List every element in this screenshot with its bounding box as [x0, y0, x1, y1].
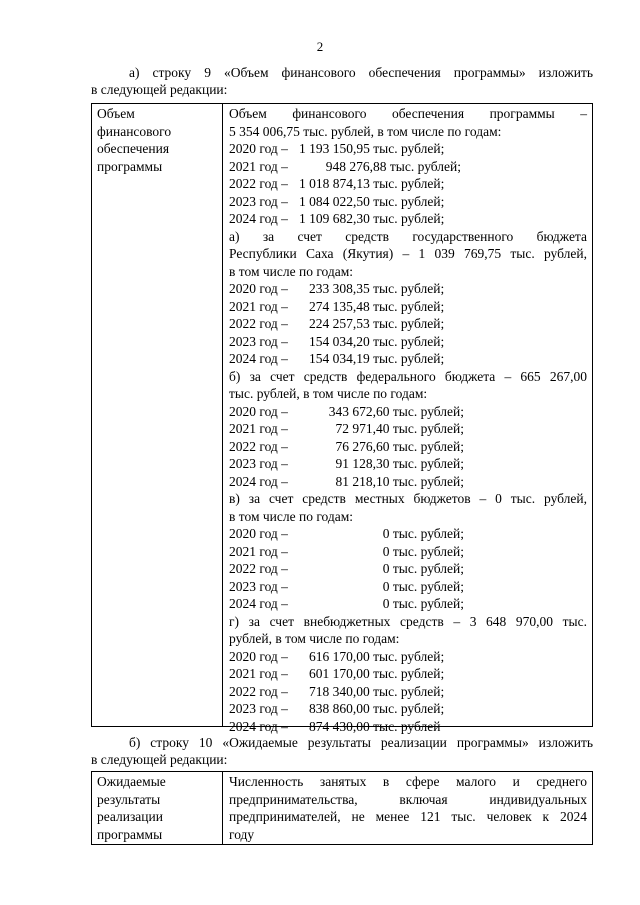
year-row: 2020 год – 616 170,00 тыс. рублей;: [229, 648, 445, 664]
label-line: обеспечения: [97, 141, 170, 156]
year-row: 2022 год – 718 340,00 тыс. рублей;: [229, 683, 445, 699]
paragraph-a-line1: а) строку 9 «Объем финансового обеспечения программы» изложить: [129, 65, 593, 80]
financing-table-label-cell: [92, 104, 223, 726]
year-row: 2021 год – 948 276,88 тыс. рублей;: [229, 158, 461, 174]
year-row: 2022 год – 76 276,60 тыс. рублей;: [229, 438, 464, 454]
label-line: программы: [97, 826, 163, 842]
year-row: 2023 год – 838 860,00 тыс. рублей;: [229, 701, 445, 716]
results-table-label-cell: [92, 772, 223, 844]
year-row: 2024 год – 874 430,00 тыс. рублей: [229, 718, 441, 734]
year-row: 2023 год – 0 тыс. рублей;: [229, 578, 464, 594]
year-row: 2021 год – 601 170,00 тыс. рублей;: [229, 666, 445, 681]
year-row: 2024 год – 81 218,10 тыс. рублей;: [229, 473, 464, 489]
section-a-heading: Республики Саха (Якутия) – 1 039 769,75 тыс. рублей,: [229, 246, 587, 261]
total-intro: 5 354 006,75 тыс. рублей, в том числе по годам:: [229, 123, 502, 139]
section-g-heading: г) за счет внебюджетных средств – 3 648 970,00 тыс.: [229, 613, 587, 629]
section-a-heading: в том числе по годам:: [229, 263, 354, 279]
year-row: 2023 год – 91 128,30 тыс. рублей;: [229, 456, 464, 471]
label-line: программы: [97, 158, 163, 174]
year-row: 2020 год – 233 308,35 тыс. рублей;: [229, 281, 445, 296]
label-line: Объем: [97, 106, 135, 121]
paragraph-a-line2: в следующей редакции:: [91, 82, 228, 97]
paragraph-b-line2: в следующей редакции:: [91, 752, 228, 767]
year-row: 2024 год – 0 тыс. рублей;: [229, 596, 464, 611]
year-row: 2020 год – 1 193 150,95 тыс. рублей;: [229, 141, 445, 156]
page-number: 2: [316, 39, 324, 54]
results-line: году: [229, 826, 255, 842]
year-row: 2020 год – 0 тыс. рублей;: [229, 526, 464, 541]
paragraph-b: [91, 734, 593, 768]
year-row: 2022 год – 224 257,53 тыс. рублей;: [229, 316, 445, 331]
results-line: предпринимателей, не менее 121 тыс. человек к 2024: [229, 809, 587, 824]
year-row: 2022 год – 1 018 874,13 тыс. рублей;: [229, 176, 445, 191]
year-row: 2021 год – 0 тыс. рублей;: [229, 543, 464, 559]
year-row: 2024 год – 1 109 682,30 тыс. рублей;: [229, 211, 445, 226]
label-line: реализации: [97, 809, 163, 824]
section-g-heading: рублей, в том числе по годам:: [229, 631, 400, 646]
year-row: 2022 год – 0 тыс. рублей;: [229, 561, 464, 576]
year-row: 2020 год – 343 672,60 тыс. рублей;: [229, 403, 464, 419]
year-row: 2023 год – 1 084 022,50 тыс. рублей;: [229, 193, 445, 209]
section-v-heading: в том числе по годам:: [229, 508, 354, 524]
paragraph-b-line1: б) строку 10 «Ожидаемые результаты реализации программы» изложить: [129, 735, 593, 750]
section-b-heading: тыс. рублей, в том числе по годам:: [229, 386, 428, 401]
year-row: 2021 год – 72 971,40 тыс. рублей;: [229, 421, 464, 436]
label-line: Ожидаемые: [97, 774, 166, 789]
section-a-heading: а) за счет средств государственного бюджета: [229, 228, 587, 244]
financing-table: [91, 103, 593, 734]
results-table: [91, 771, 593, 845]
year-row: 2023 год – 154 034,20 тыс. рублей;: [229, 333, 445, 349]
year-row: 2021 год – 274 135,48 тыс. рублей;: [229, 298, 445, 314]
total-intro: Объем финансового обеспечения программы –: [229, 106, 587, 121]
paragraph-a: [91, 64, 593, 98]
results-table-content-cell: [229, 773, 587, 843]
label-line: финансового: [97, 123, 172, 139]
label-line: результаты: [97, 791, 161, 807]
section-b-heading: б) за счет средств федерального бюджета – 665 267,00: [229, 368, 587, 384]
year-row: 2024 год – 154 034,19 тыс. рублей;: [229, 351, 445, 366]
section-v-heading: в) за счет средств местных бюджетов – 0 тыс. рублей,: [229, 491, 587, 506]
results-line: Численность занятых в сфере малого и среднего: [229, 774, 587, 789]
results-line: предпринимательства, включая индивидуальных: [229, 791, 587, 807]
financing-table-content-cell: [229, 105, 587, 735]
